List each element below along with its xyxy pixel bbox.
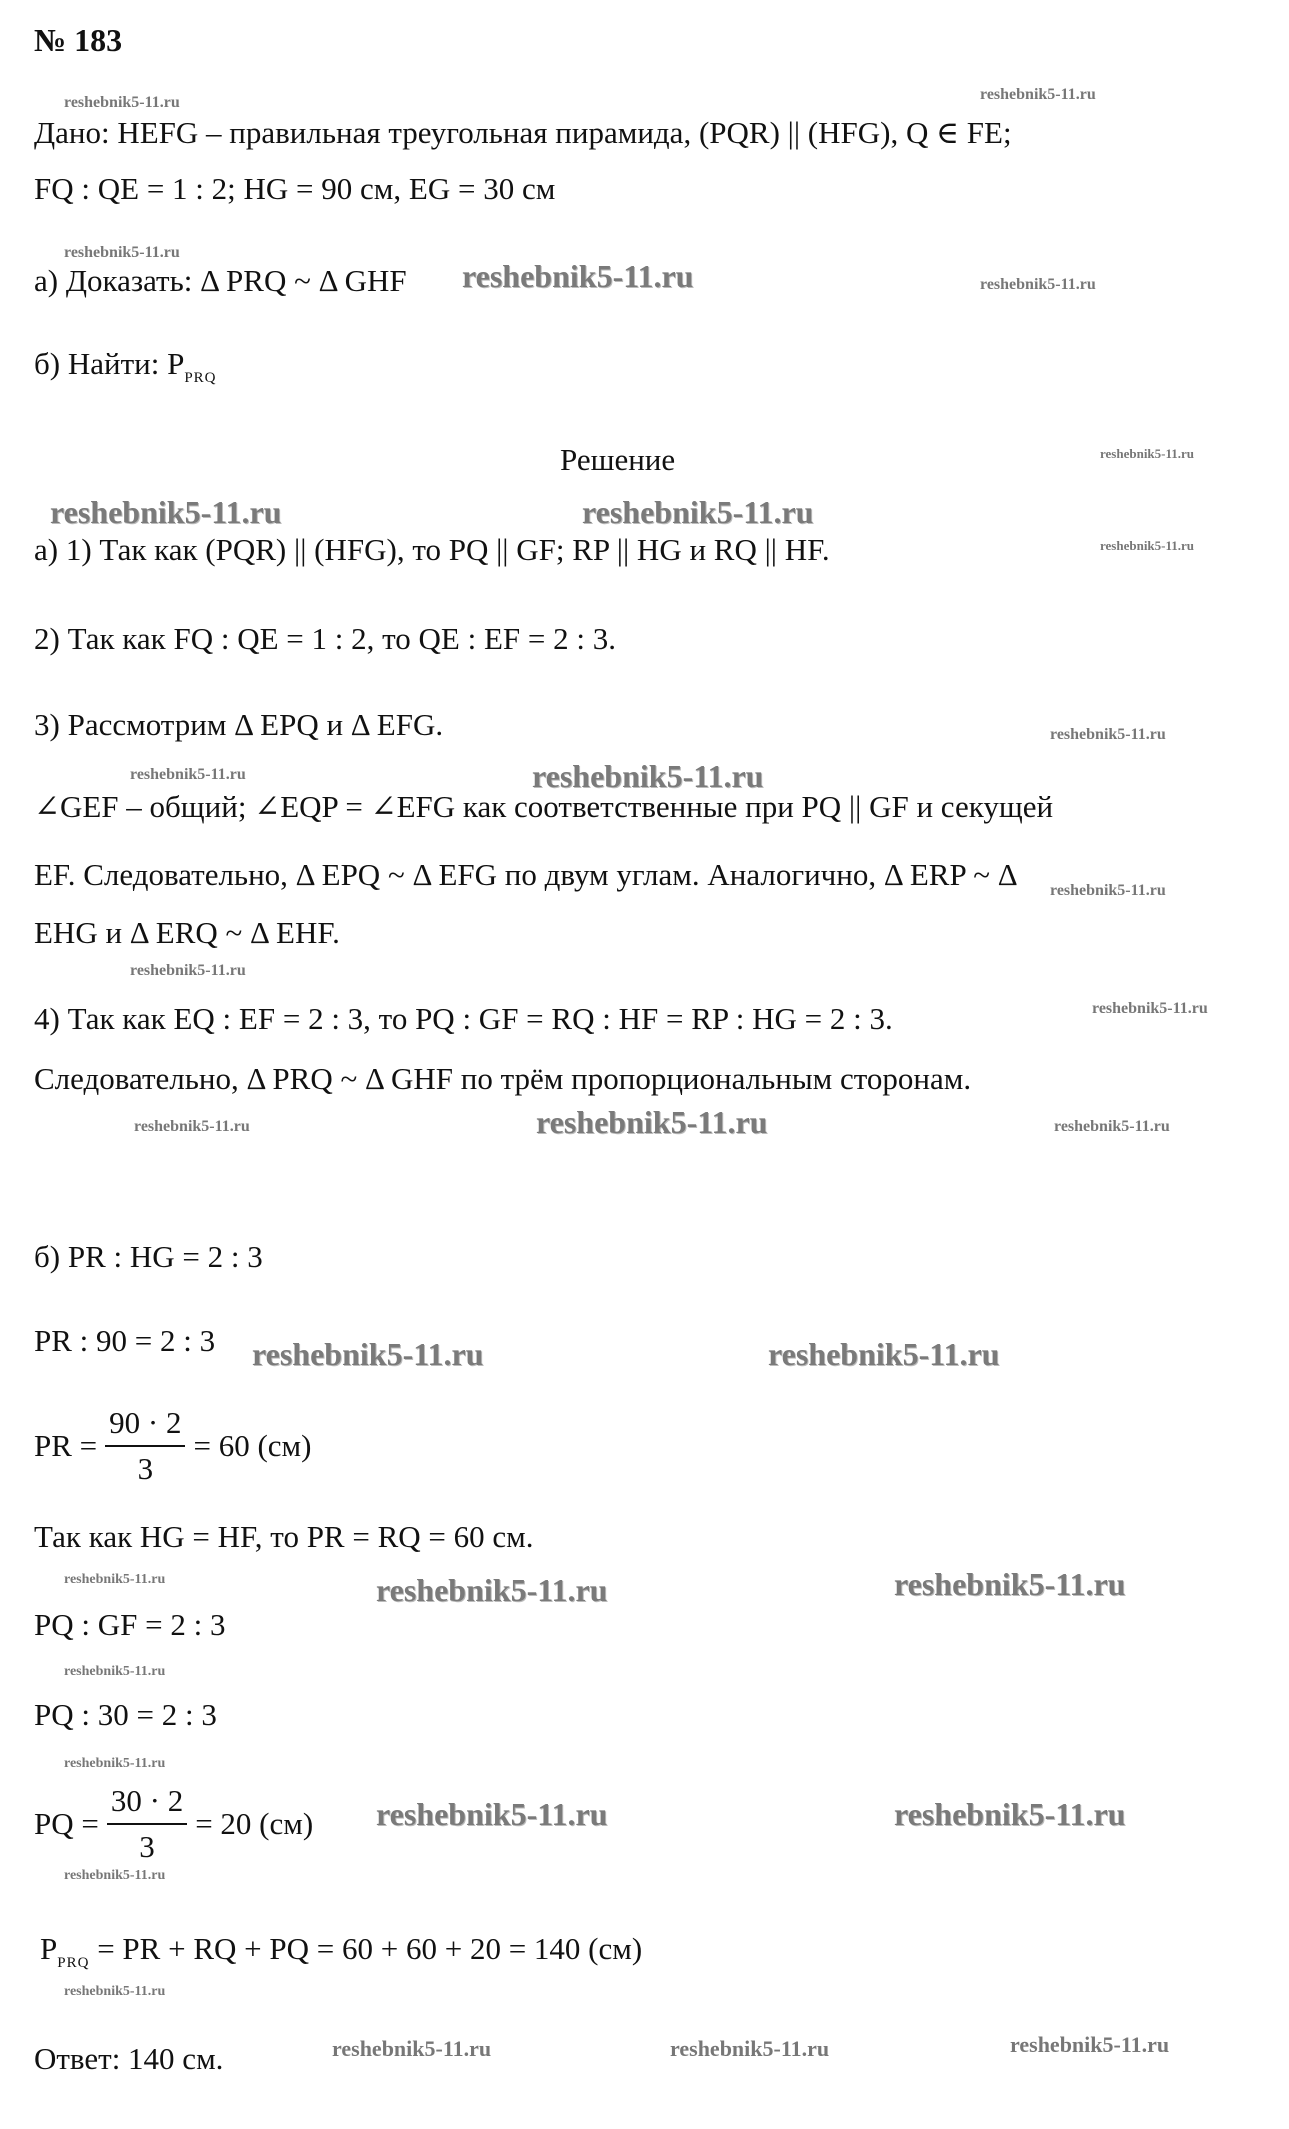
- watermark: reshebnik5-11.ru: [64, 1664, 166, 1679]
- answer: Ответ: 140 см.: [34, 2041, 224, 2076]
- watermark: reshebnik5-11.ru: [462, 258, 694, 294]
- watermark: reshebnik5-11.ru: [376, 1572, 608, 1608]
- given-line-1: Дано: HEFG – правильная треугольная пирамида, (PQR) || (HFG), Q ∈ FE;: [34, 115, 1012, 150]
- task-a: а) Доказать: Δ PRQ ~ Δ GHF: [34, 263, 407, 298]
- pq-result: = 20 (см): [195, 1806, 314, 1841]
- part-b-pq-fraction: [34, 1783, 313, 1865]
- part-b-line-2: PR : 90 = 2 : 3: [34, 1323, 216, 1358]
- perimeter-sum: = PR + RQ + PQ = 60 + 60 + 20 = 140 (см): [89, 1931, 643, 1966]
- given-line-2: FQ : QE = 1 : 2; HG = 90 см, EG = 30 см: [34, 171, 556, 206]
- task-b: [34, 345, 217, 389]
- watermark: reshebnik5-11.ru: [894, 1796, 1126, 1832]
- watermark: reshebnik5-11.ru: [64, 1984, 166, 1999]
- pq-left: PQ =: [34, 1806, 99, 1841]
- task-b-prefix: б) Найти: P: [34, 346, 185, 381]
- watermark: reshebnik5-11.ru: [376, 1796, 608, 1832]
- watermark: reshebnik5-11.ru: [64, 1756, 166, 1771]
- watermark: reshebnik5-11.ru: [768, 1336, 1000, 1372]
- watermark: reshebnik5-11.ru: [64, 94, 180, 111]
- watermark: reshebnik5-11.ru: [582, 494, 814, 530]
- problem-number: № 183: [34, 22, 123, 58]
- solution-title: Решение: [560, 442, 676, 477]
- watermark: reshebnik5-11.ru: [1054, 1118, 1170, 1135]
- watermark: reshebnik5-11.ru: [130, 766, 246, 783]
- watermark: reshebnik5-11.ru: [134, 1118, 250, 1135]
- pq-fraction: [107, 1783, 187, 1865]
- solution-line-2: 2) Так как FQ : QE = 1 : 2, то QE : EF = 2 : 3.: [34, 621, 616, 656]
- watermark: reshebnik5-11.ru: [252, 1336, 484, 1372]
- solution-line-7: 4) Так как EQ : EF = 2 : 3, то PQ : GF = RQ : HF = RP : HG = 2 : 3.: [34, 1001, 893, 1036]
- solution-line-1: а) 1) Так как (PQR) || (HFG), то PQ || GF; RP || HG и RQ || HF.: [34, 532, 830, 567]
- watermark: reshebnik5-11.ru: [50, 494, 282, 530]
- watermark: reshebnik5-11.ru: [1100, 538, 1195, 553]
- watermark: reshebnik5-11.ru: [670, 2036, 830, 2061]
- watermark: reshebnik5-11.ru: [980, 86, 1096, 103]
- part-b-line-1: б) PR : HG = 2 : 3: [34, 1239, 263, 1274]
- part-b-line-4: Так как HG = HF, то PR = RQ = 60 см.: [34, 1519, 534, 1554]
- solution-line-8: Следовательно, Δ PRQ ~ Δ GHF по трём пропорциональным сторонам.: [34, 1061, 972, 1096]
- watermark: reshebnik5-11.ru: [980, 276, 1096, 293]
- pr-numerator: 90 · 2: [105, 1405, 185, 1447]
- part-b-pr-fraction: [34, 1405, 312, 1487]
- perimeter-line: [40, 1930, 642, 1974]
- perimeter-p: P: [40, 1931, 58, 1966]
- pr-denominator: 3: [137, 1451, 154, 1486]
- pr-result: = 60 (см): [193, 1428, 312, 1463]
- watermark: reshebnik5-11.ru: [1092, 1000, 1208, 1017]
- pq-numerator: 30 · 2: [107, 1783, 187, 1825]
- part-b-line-6: PQ : 30 = 2 : 3: [34, 1697, 217, 1732]
- solution-line-6: EHG и Δ ERQ ~ Δ EHF.: [34, 915, 340, 950]
- part-b-line-5: PQ : GF = 2 : 3: [34, 1607, 226, 1642]
- task-b-subscript: PRQ: [184, 370, 217, 386]
- watermark: reshebnik5-11.ru: [64, 1572, 166, 1587]
- solution-line-4: ∠GEF – общий; ∠EQP = ∠EFG как соответственные при PQ || GF и секущей: [34, 789, 1054, 824]
- watermark: reshebnik5-11.ru: [1010, 2032, 1170, 2057]
- solution-line-3: 3) Рассмотрим Δ EPQ и Δ EFG.: [34, 707, 444, 742]
- pr-left: PR =: [34, 1428, 98, 1463]
- solution-line-5: EF. Следовательно, Δ EPQ ~ Δ EFG по двум углам. Аналогично, Δ ERP ~ Δ: [34, 857, 1018, 892]
- watermark: reshebnik5-11.ru: [1100, 446, 1195, 461]
- watermark: reshebnik5-11.ru: [1050, 726, 1166, 743]
- watermark: reshebnik5-11.ru: [1050, 882, 1166, 899]
- watermark: reshebnik5-11.ru: [894, 1566, 1126, 1602]
- watermark: reshebnik5-11.ru: [332, 2036, 492, 2061]
- watermark: reshebnik5-11.ru: [64, 1868, 166, 1883]
- watermark: reshebnik5-11.ru: [64, 244, 180, 261]
- pq-denominator: 3: [139, 1829, 155, 1864]
- pr-fraction: [105, 1405, 185, 1487]
- perimeter-subscript: PRQ: [57, 1955, 90, 1971]
- watermark: reshebnik5-11.ru: [532, 758, 764, 794]
- watermark: reshebnik5-11.ru: [130, 962, 246, 979]
- watermark: reshebnik5-11.ru: [536, 1104, 768, 1140]
